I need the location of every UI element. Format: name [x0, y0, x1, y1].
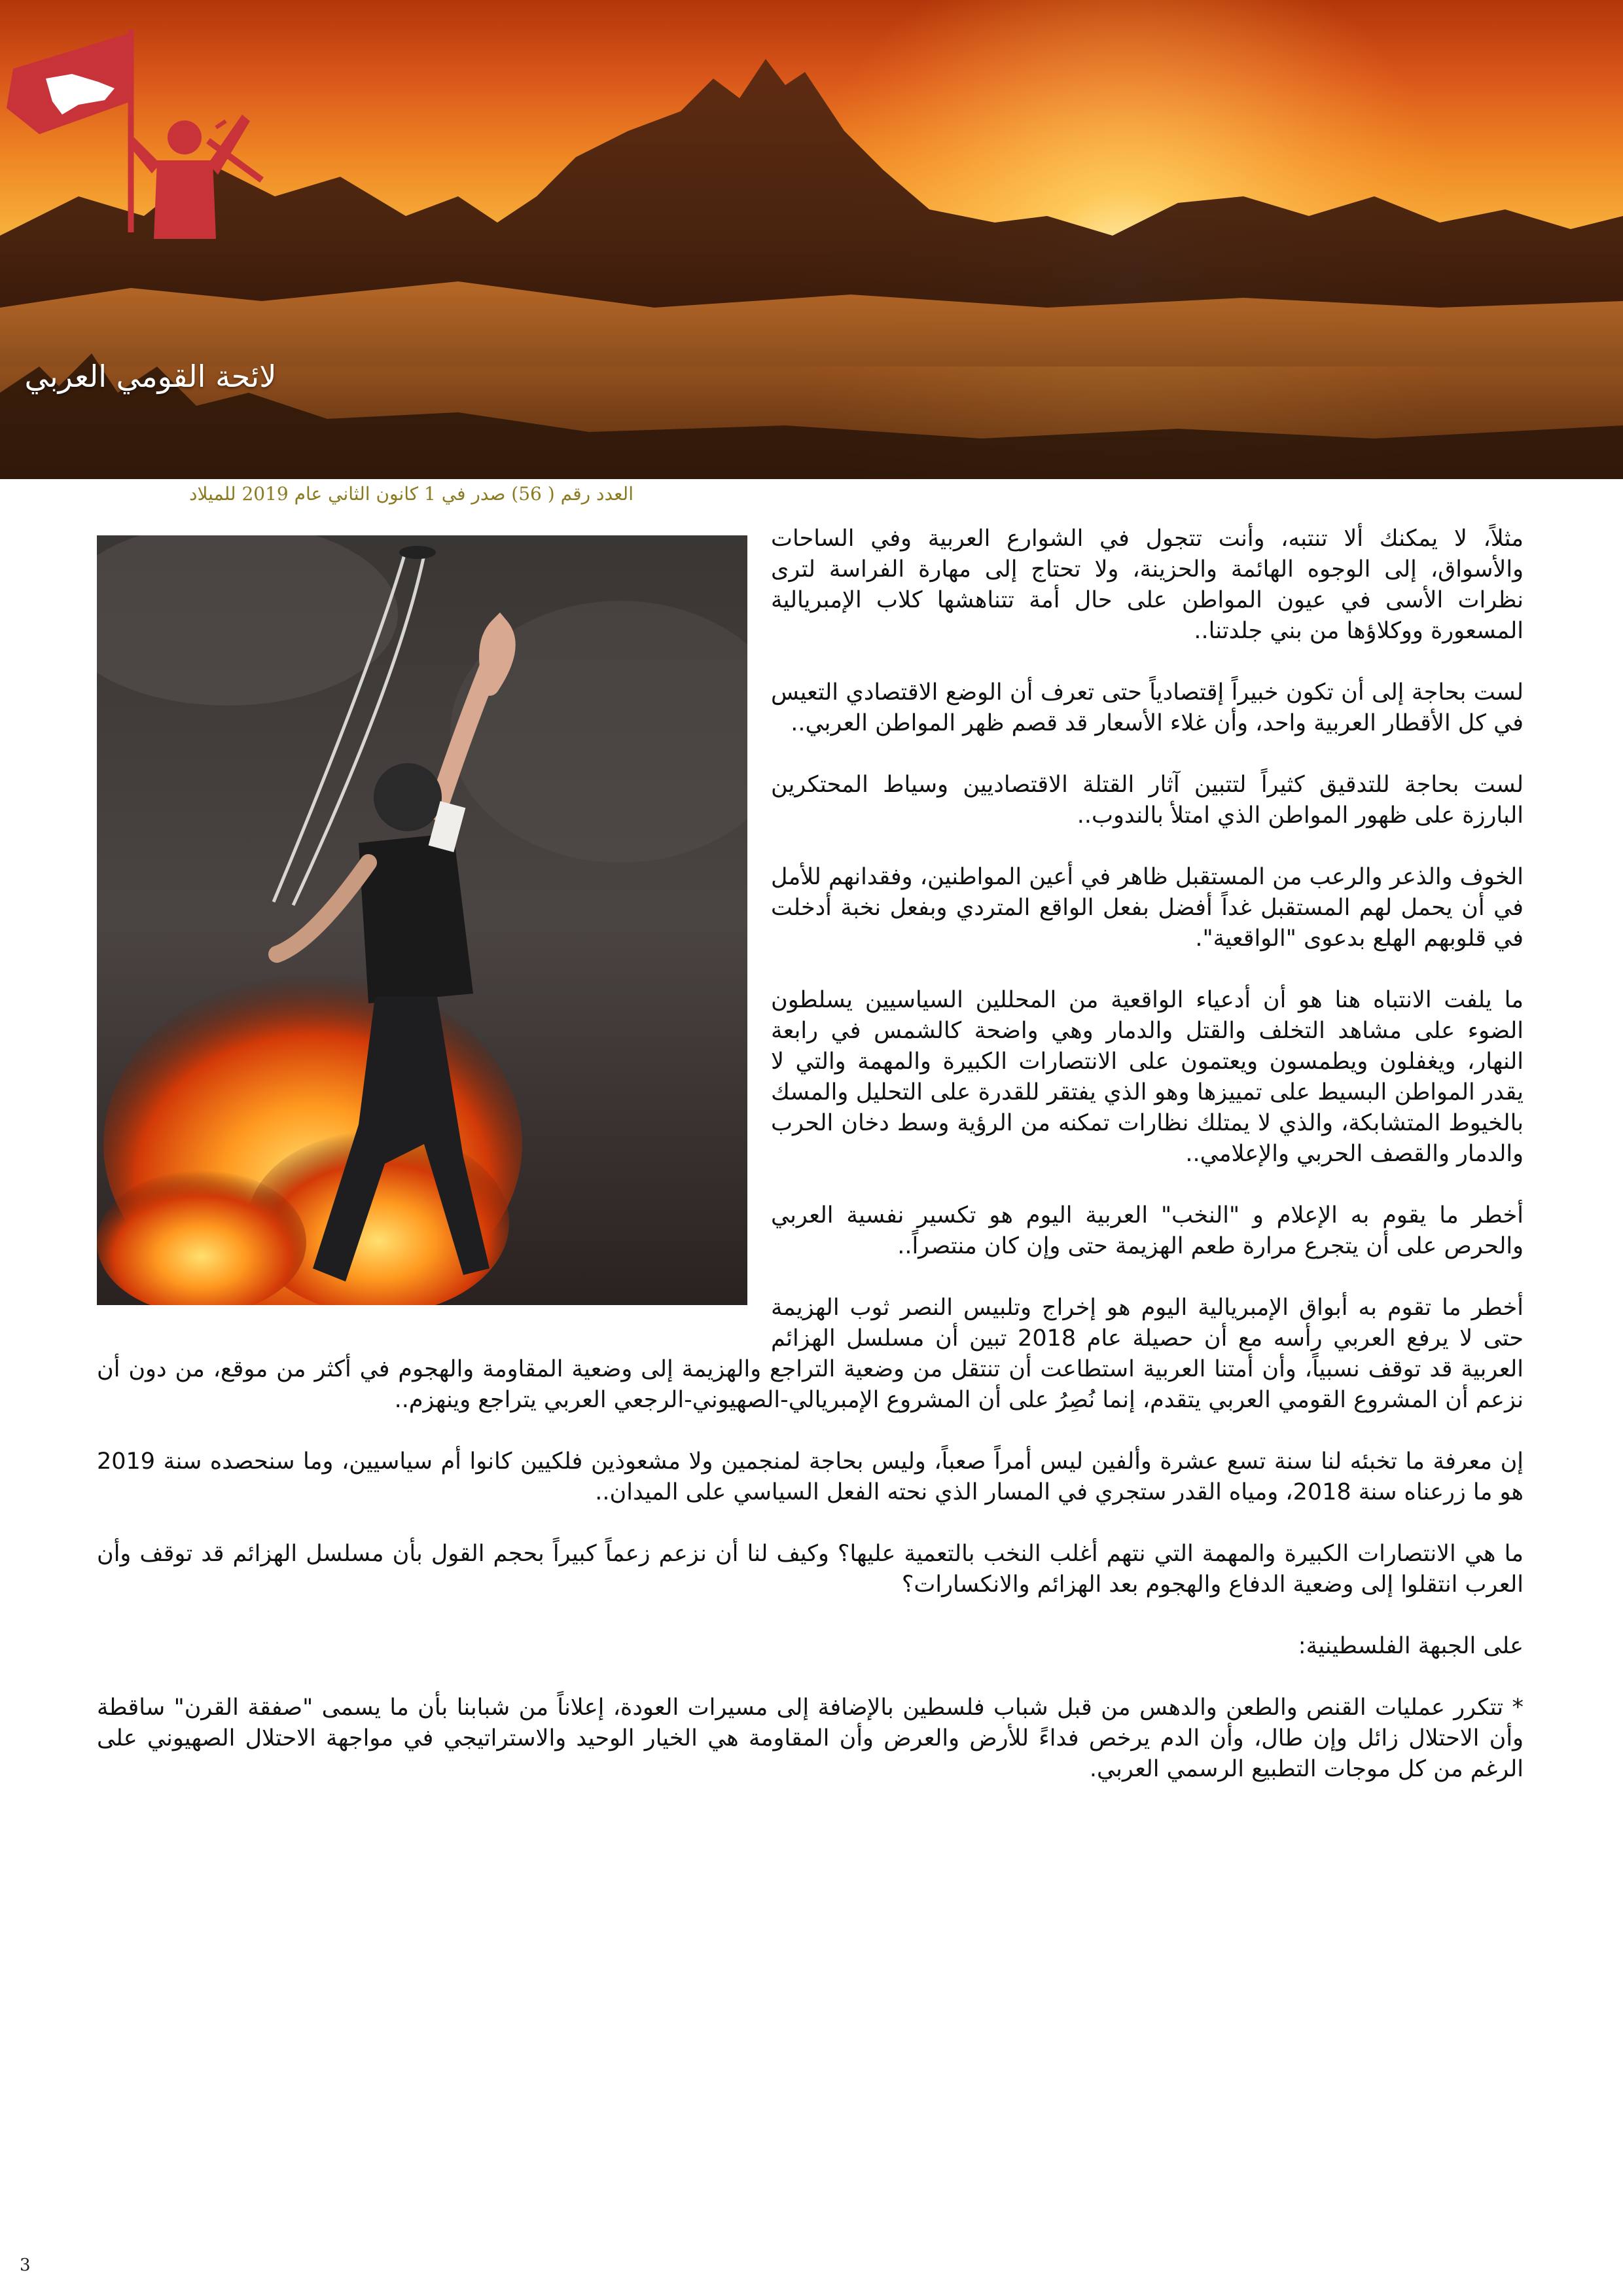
article-paragraph: مثلاً، لا يمكنك ألا تنتبه، وأنت تتجول في الشوارع العربية وفي الساحات والأسواق، إلى الوجوه الهائمة والحزينة، ولا تحتاج إلى مهارة الفراسة لترى نظرات الأسى في عيون المواطن على حال أمة تتناهشها كلاب الإمبريالية المسعورة ووكلاؤها من بني جلدتنا..	[771, 526, 1524, 644]
masthead-title: لائحة القومي العربي	[24, 359, 277, 394]
article-paragraph: ما يلفت الانتباه هنا هو أن أدعياء الواقعية من المحللين السياسيين يسلطون الضوء على مشاهد التخلف والقتل والدمار وهي واضحة كالشمس في رابعة النهار، ويغفلون ويطمسون ويعتمون على الانتصارات الكبيرة والمهمة والتي لا يقدر المواطن البسيط على تمييزها وهو الذي يفتقر للقدرة على التحليل والمسك بالخيوط المتشابكة، والذي لا يمتلك نظارات تمكنه من الرؤية وسط دخان الحرب والدمار والقصف الحربي والإعلامي..	[771, 987, 1524, 1167]
article-paragraph: الخوف والذعر والرعب من المستقبل ظاهر في أعين المواطنين، وفقدانهم للأمل في أن يحمل لهم المستقبل غداً أفضل بفعل الواقع المتردي وبفعل نخبة أدخلت في قلوبهم الهلع بدعوى "الواقعية".	[771, 864, 1524, 952]
article-paragraph: لست بحاجة للتدقيق كثيراً لتتبين آثار القتلة الاقتصاديين وسياط المحتكرين البارزة على ظهور المواطن الذي امتلأ بالندوب..	[771, 772, 1524, 829]
issue-line: العدد رقم ( 56) صدر في 1 كانون الثاني عام 2019 للميلاد	[188, 483, 633, 505]
article-paragraph: أخطر ما يقوم به الإعلام و "النخب" العربية اليوم هو تكسير نفسية العربي والحرص على أن يتجرع مرارة طعم الهزيمة حتى وإن كان منتصراً..	[771, 1202, 1524, 1259]
section-heading: على الجبهة الفلسطينية:	[1298, 1633, 1524, 1659]
article-paragraph: إن معرفة ما تخبئه لنا سنة تسع عشرة وألفين ليس أمراً صعباً، وليس بحاجة لمنجمين ولا مشعوذين فلكيين كانوا أم سياسيين، وما سنحصده سنة 2019 هو ما زرعناه سنة 2018، ومياه القدر ستجري في المسار الذي نحته الفعل السياسي على الميدان..	[97, 1448, 1524, 1505]
article-paragraph: أخطر ما تقوم به أبواق الإمبريالية اليوم هو إخراج وتلبيس النصر ثوب الهزيمة حتى لا يرفع العربي رأسه مع أن حصيلة عام 2018 تبين أن مسلسل الهزائم العربية قد توقف نسبياً، وأن أمتنا العربية استطاعت أن تنتقل من وضعية التراجع والهزيمة إلى وضعية المقاومة والهجوم في أكثر من موقع، من دون أن نزعم أن المشروع القومي العربي يتقدم، إنما نُصِرُ على أن المشروع الإمبريالي-الصهيوني-الرجعي العربي يتراجع وينهزم..	[97, 1295, 1524, 1413]
article-paragraph: لست بحاجة إلى أن تكون خبيراً إقتصادياً حتى تعرف أن الوضع الاقتصادي التعيس في كل الأقطار العربية واحد، وأن غلاء الأسعار قد قصم ظهر المواطن العربي..	[771, 679, 1524, 736]
masthead-banner	[0, 0, 1623, 479]
article-body	[97, 524, 1524, 1816]
page-number: 3	[20, 2255, 31, 2275]
article-paragraph: ما هي الانتصارات الكبيرة والمهمة التي نتهم أغلب النخب بالتعمية عليها؟ وكيف لنا أن نزعم زعماً كبيراً بحجم القول بأن مسلسل الهزائم قد توقف وأن العرب انتقلوا إلى وضعية الدفاع والهجوم بعد الهزائم والانكسارات؟	[97, 1541, 1524, 1598]
bullet-paragraph: * تتكرر عمليات القنص والطعن والدهس من قبل شباب فلسطين بالإضافة إلى مسيرات العودة، إعلاناً من شبابنا بأن ما يسمى "صفقة القرن" ساقطة وأن الاحتلال زائل وإن طال، وأن الدم يرخص فداءً للأرض والعرض وأن المقاومة هي الخيار الوحيد والاستراتيجي في مواجهة الاحتلال الصهيوني على الرغم من كل موجات التطبيع الرسمي العربي.	[97, 1695, 1524, 1782]
photo-text-wrap-gap	[97, 524, 771, 1329]
logo-icon	[0, 0, 268, 262]
